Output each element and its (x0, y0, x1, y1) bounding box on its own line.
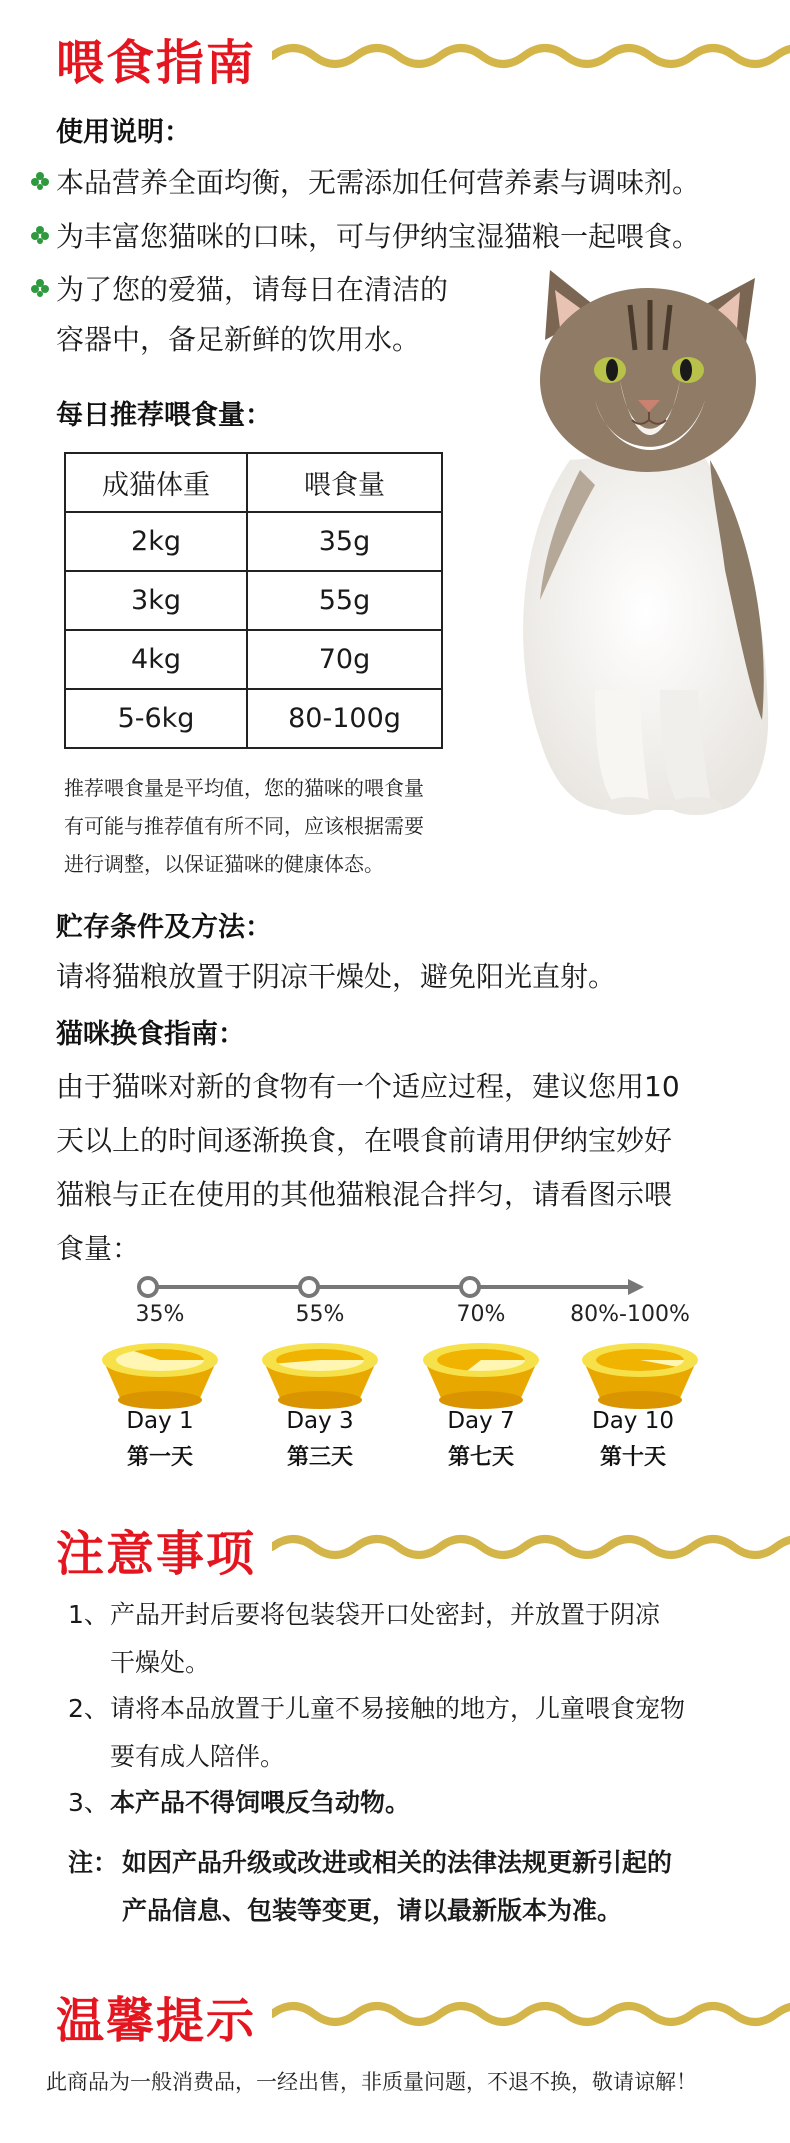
caution-item-line: 要有成人陪伴。 (110, 1742, 286, 1771)
tips-text: 此商品为一般消费品，一经出售，非质量问题，不退不换，敬请谅解！ (46, 2070, 697, 2094)
usage-bullet-1: 本品营养全面均衡，无需添加任何营养素与调味剂。 (56, 166, 701, 199)
daily-note-line: 推荐喂食量是平均值，您的猫咪的喂食量 (64, 776, 424, 800)
step-day: Day 1 (126, 1408, 194, 1434)
food-bowl-icon (578, 1340, 702, 1412)
usage-bullet-2: 为丰富您猫咪的口味，可与伊纳宝湿猫粮一起喂食。 (56, 220, 701, 253)
caution-num: 1、 (68, 1600, 109, 1629)
feeding-table (64, 452, 443, 749)
daily-note-line: 有可能与推荐值有所不同，应该根据需要 (64, 814, 424, 838)
caution-item-line: 干燥处。 (110, 1648, 211, 1677)
table-cell: 4kg (65, 630, 247, 689)
storage-title: 贮存条件及方法： (56, 912, 272, 943)
usage-bullet-3: 为了您的爱猫，请每日在清洁的 (56, 273, 449, 306)
switch-text-line: 由于猫咪对新的食物有一个适应过程，建议您用10 (56, 1070, 680, 1103)
clover-bullet-icon (30, 171, 50, 191)
transition-timeline (130, 1272, 650, 1302)
table-cell: 55g (247, 571, 442, 630)
wave-divider (272, 1994, 790, 2034)
caution-item-line: 请将本品放置于儿童不易接触的地方，儿童喂食宠物 (110, 1694, 686, 1723)
table-cell: 70g (247, 630, 442, 689)
step-day: Day 10 (592, 1408, 674, 1434)
table-header: 喂食量 (247, 453, 442, 512)
table-header: 成猫体重 (65, 453, 247, 512)
step-day-zh: 第十天 (599, 1445, 666, 1470)
table-header-row (65, 453, 442, 512)
table-row (65, 512, 442, 571)
cat-photo (500, 270, 782, 820)
table-row (65, 571, 442, 630)
table-cell: 80-100g (247, 689, 442, 748)
remark-line: 如因产品升级或改进或相关的法律法规更新引起的 (122, 1848, 673, 1877)
usage-title: 使用说明： (56, 117, 191, 148)
section-title-caution: 注意事项 (56, 1526, 257, 1582)
clover-bullet-icon (30, 278, 50, 298)
step-day-zh: 第三天 (286, 1445, 353, 1470)
food-bowl-icon (98, 1340, 222, 1412)
table-cell: 35g (247, 512, 442, 571)
table-cell: 3kg (65, 571, 247, 630)
daily-title: 每日推荐喂食量： (56, 400, 272, 431)
table-cell: 5-6kg (65, 689, 247, 748)
switch-text-line: 天以上的时间逐渐换食，在喂食前请用伊纳宝妙好 (56, 1124, 673, 1157)
table-row (65, 689, 442, 748)
step-day: Day 3 (286, 1408, 354, 1434)
caution-num: 2、 (68, 1694, 109, 1723)
wave-divider (272, 36, 790, 76)
caution-num: 3、 (68, 1788, 109, 1817)
remark-label: 注： (68, 1848, 119, 1877)
step-day: Day 7 (447, 1408, 515, 1434)
table-cell: 2kg (65, 512, 247, 571)
remark-line: 产品信息、包装等变更，请以最新版本为准。 (122, 1896, 623, 1925)
section-title-feeding: 喂食指南 (56, 35, 257, 91)
step-day-zh: 第一天 (126, 1445, 193, 1470)
step-percent: 70% (456, 1302, 506, 1327)
step-percent: 80%-100% (570, 1302, 690, 1327)
food-bowl-icon (258, 1340, 382, 1412)
daily-note-line: 进行调整，以保证猫咪的健康体态。 (64, 852, 384, 876)
step-day-zh: 第七天 (447, 1445, 514, 1470)
step-percent: 35% (135, 1302, 185, 1327)
food-bowl-icon (419, 1340, 543, 1412)
caution-item-line: 产品开封后要将包装袋开口处密封，并放置于阴凉 (110, 1600, 661, 1629)
clover-bullet-icon (30, 225, 50, 245)
usage-bullet-3-cont: 容器中，备足新鲜的饮用水。 (56, 323, 421, 356)
storage-text: 请将猫粮放置于阴凉干燥处，避免阳光直射。 (56, 960, 617, 993)
step-percent: 55% (295, 1302, 345, 1327)
caution-item-line: 本产品不得饲喂反刍动物。 (110, 1788, 411, 1817)
section-title-tips: 温馨提示 (56, 1993, 257, 2049)
wave-divider (272, 1527, 790, 1567)
switch-title: 猫咪换食指南： (56, 1019, 245, 1050)
switch-text-line: 食量： (56, 1232, 141, 1265)
switch-text-line: 猫粮与正在使用的其他猫粮混合拌匀，请看图示喂 (56, 1178, 673, 1211)
table-row (65, 630, 442, 689)
